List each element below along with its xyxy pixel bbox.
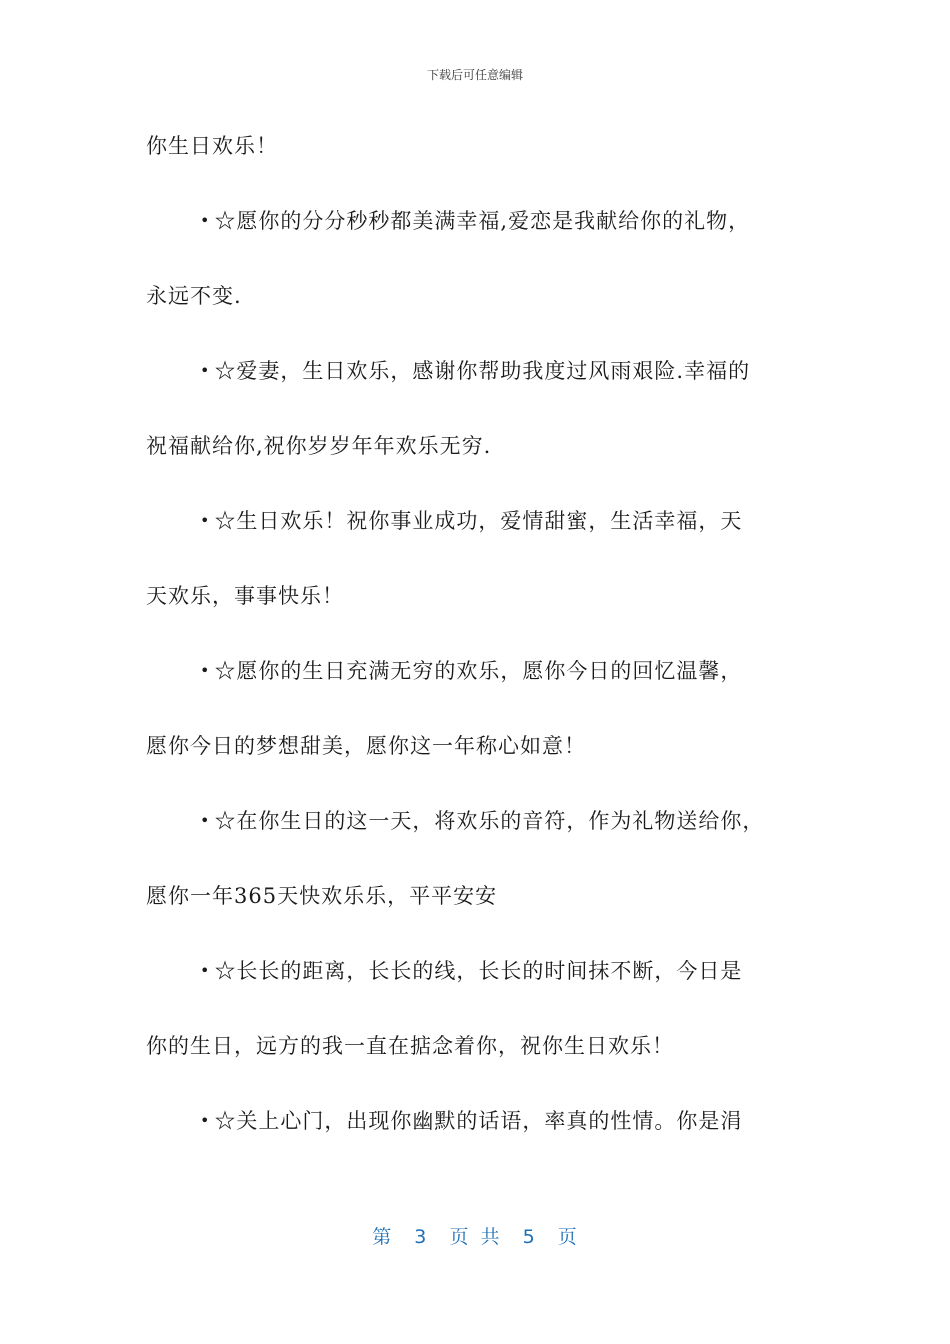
- text-line: ☆愿你的分分秒秒都美满幸福,爱恋是我献给你的礼物，: [214, 209, 751, 233]
- bullet-icon: •: [200, 961, 211, 980]
- page-header: 下载后可任意编辑: [426, 68, 523, 82]
- text-line: ☆长长的距离，长长的线，长长的时间抹不断，今日是: [214, 959, 743, 983]
- bullet-icon: •: [200, 811, 211, 830]
- bullet-icon: •: [200, 661, 211, 680]
- text-line: 愿你一年365天快欢乐乐，平平安安: [146, 884, 498, 908]
- bullet-line: [146, 799, 826, 874]
- text-line: ☆生日欢乐！祝你事业成功，爱情甜蜜，生活幸福，天: [214, 509, 743, 533]
- bullet-line: [146, 949, 826, 1024]
- bullet-line: [146, 649, 826, 724]
- page-footer: [0, 1222, 950, 1249]
- text-line: ☆爱妻，生日欢乐，感谢你帮助我度过风雨艰险.幸福的: [214, 359, 751, 383]
- text-line: 你的生日，远方的我一直在掂念着你，祝你生日欢乐！: [146, 1034, 674, 1058]
- text-line: 愿你今日的梦想甜美，愿你这一年称心如意！: [146, 734, 586, 758]
- text-line: 你生日欢乐！: [146, 134, 278, 158]
- document-body: [146, 124, 826, 1174]
- text-line: 祝福献给你,祝你岁岁年年欢乐无穷.: [146, 434, 492, 458]
- bullet-icon: •: [200, 211, 211, 230]
- text-line: ☆关上心门，出现你幽默的话语，率真的性情。你是涓: [214, 1109, 743, 1133]
- bullet-line: [146, 349, 826, 424]
- text-line: 永远不变.: [146, 284, 242, 308]
- bullet-icon: •: [200, 361, 211, 380]
- text-line: ☆愿你的生日充满无穷的欢乐，愿你今日的回忆温馨，: [214, 659, 743, 683]
- bullet-icon: •: [200, 1111, 211, 1130]
- text-line: 天欢乐，事事快乐！: [146, 584, 344, 608]
- bullet-line: [146, 199, 826, 274]
- bullet-icon: •: [200, 511, 211, 530]
- page-number: 第 3 页 共 5 页: [372, 1226, 578, 1248]
- bullet-line: [146, 1099, 826, 1174]
- text-line: ☆在你生日的这一天，将欢乐的音符，作为礼物送给你，: [214, 809, 765, 833]
- bullet-line: [146, 499, 826, 574]
